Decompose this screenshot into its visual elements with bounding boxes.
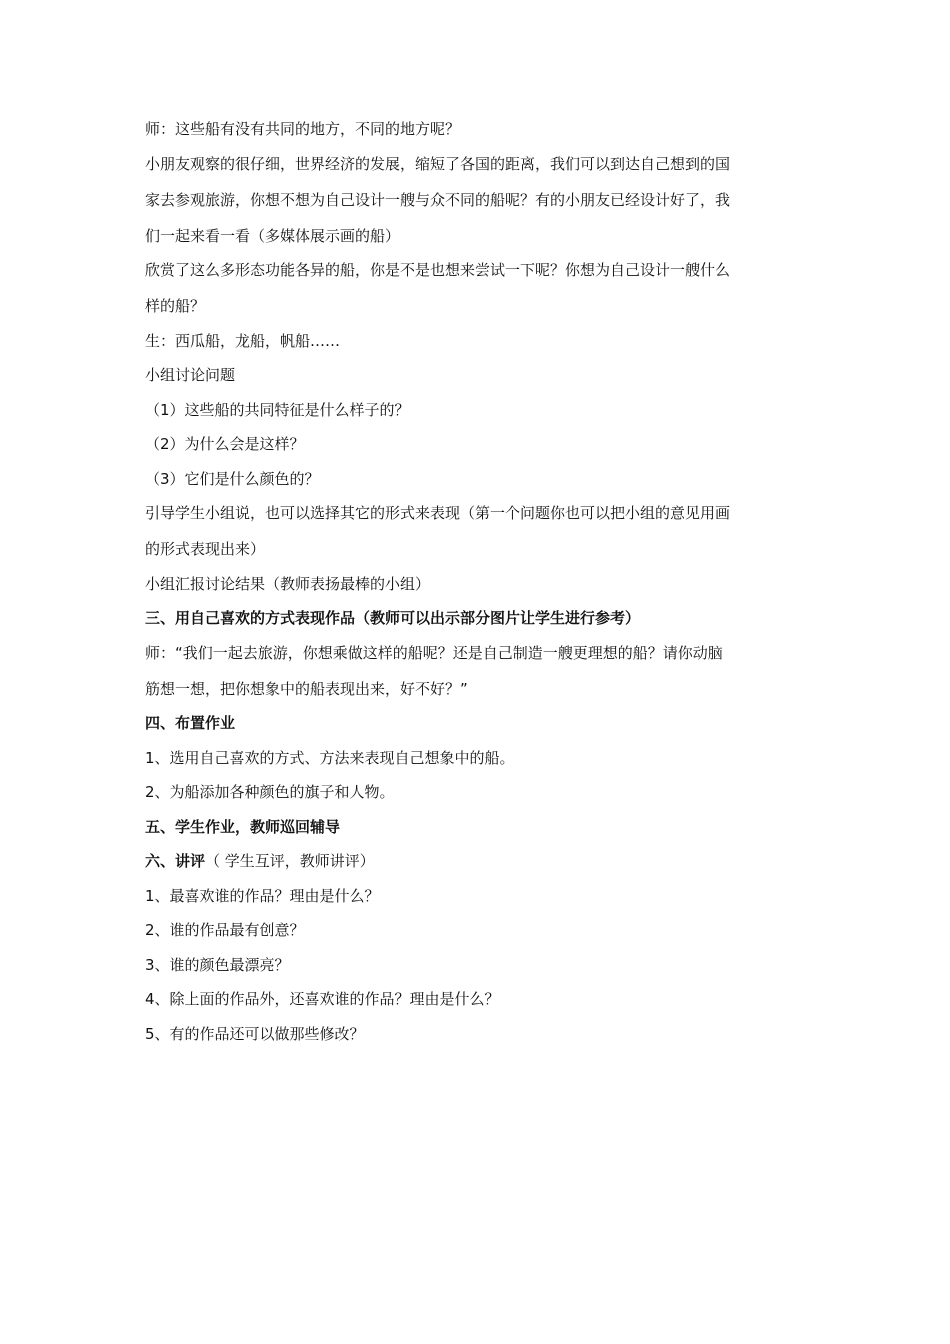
paragraph-appreciation	[145, 258, 815, 318]
review-question-1: 1、最喜欢谁的作品？理由是什么？	[145, 886, 380, 905]
paragraph-guidance	[145, 501, 815, 561]
teacher-question-line: 师：这些船有没有共同的地方，不同的地方呢？	[145, 120, 461, 138]
section-heading-4: 四、布置作业	[145, 714, 236, 732]
discussion-question-1: （1）这些船的共同特征是什么样子的？	[145, 400, 410, 419]
review-question-5: 5、有的作品还可以做那些修改？	[145, 1024, 365, 1043]
text-line: 筋想一想，把你想象中的船表现出来，好不好？”	[145, 679, 468, 698]
group-discussion-title: 小组讨论问题	[145, 366, 236, 384]
document-body	[145, 117, 815, 1056]
review-question-2: 2、谁的作品最有创意？	[145, 921, 305, 939]
discussion-question-3: （3）它们是什么颜色的？	[145, 469, 320, 488]
text-line: 的形式表现出来）	[145, 540, 266, 558]
section-heading-6-row	[145, 849, 815, 873]
paragraph-teacher-prompt	[145, 641, 815, 701]
text-line: 家去参观旅游，你想不想为自己设计一艘与众不同的船呢？有的小朋友已经设计好了，我	[145, 190, 731, 209]
text-line: 师：“我们一起去旅游，你想乘做这样的船呢？还是自己制造一艘更理想的船？请你动脑	[145, 643, 723, 662]
section-heading-3: 三、用自己喜欢的方式表现作品（教师可以出示部分图片让学生进行参考）	[145, 609, 641, 627]
student-answer-line: 生：西瓜船，龙船，帆船……	[145, 331, 341, 350]
group-report-line: 小组汇报讨论结果（教师表扬最棒的小组）	[145, 574, 431, 593]
review-question-3: 3、谁的颜色最漂亮？	[145, 955, 290, 974]
review-question-4: 4、除上面的作品外，还喜欢谁的作品？理由是什么？	[145, 990, 500, 1008]
text-line: 们一起来看一看（多媒体展示画的船）	[145, 226, 401, 245]
paragraph-observation	[145, 152, 815, 248]
homework-item-2: 2、为船添加各种颜色的旗子和人物。	[145, 783, 395, 801]
section-heading-6-note: （ 学生互评，教师讲评）	[205, 852, 375, 870]
homework-item-1: 1、选用自己喜欢的方式、方法来表现自己想象中的船。	[145, 748, 515, 767]
section-heading-6: 六、讲评	[145, 852, 206, 870]
text-line: 小朋友观察的很仔细，世界经济的发展，缩短了各国的距离，我们可以到达自己想到的国	[145, 154, 731, 173]
discussion-question-2: （2）为什么会是这样？	[145, 435, 305, 453]
text-line: 欣赏了这么多形态功能各异的船，你是不是也想来尝试一下呢？你想为自己设计一艘什么	[145, 261, 731, 279]
text-line: 样的船？	[145, 297, 206, 315]
text-line: 引导学生小组说，也可以选择其它的形式来表现（第一个问题你也可以把小组的意见用画	[145, 504, 731, 522]
section-heading-5: 五、学生作业，教师巡回辅导	[145, 817, 341, 836]
